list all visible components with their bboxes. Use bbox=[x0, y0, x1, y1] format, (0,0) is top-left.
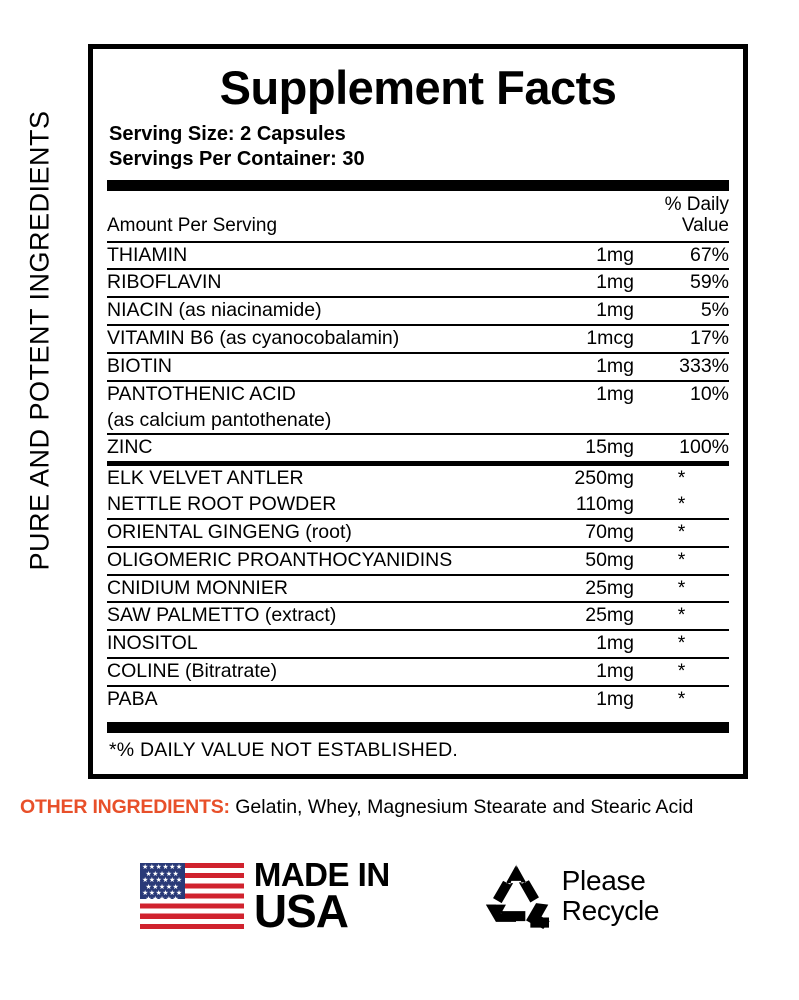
amount-per-serving-header: Amount Per Serving bbox=[107, 191, 504, 242]
table-row bbox=[107, 630, 729, 658]
usa-label: USA bbox=[253, 885, 348, 938]
nutrient-dv-empty bbox=[634, 408, 729, 435]
ingredient-name: CNIDIUM MONNIER bbox=[107, 575, 504, 603]
nutrient-dv: 5% bbox=[634, 297, 729, 325]
nutrient-dv: 67% bbox=[634, 242, 729, 270]
table-row bbox=[107, 602, 729, 630]
please-recycle-text bbox=[562, 866, 660, 926]
nutrient-name: THIAMIN bbox=[107, 242, 504, 270]
flag-stars: ★★★★★★ ★★★★★ ★★★★★★ ★★★★★ ★★★★★★ ★★★★★ bbox=[142, 864, 183, 904]
nutrient-dv: 100% bbox=[679, 436, 729, 459]
daily-value-header: % Daily Value bbox=[634, 191, 729, 242]
table-row bbox=[107, 686, 729, 713]
ingredient-amount: 1mg bbox=[596, 687, 634, 710]
side-vertical-text-label: PURE AND POTENT INGREDIENTS bbox=[24, 109, 55, 571]
ingredient-name: NETTLE ROOT POWDER bbox=[107, 492, 504, 519]
ingredient-dv: * bbox=[634, 658, 729, 686]
ingredient-amount: 110mg bbox=[504, 492, 634, 519]
nutrient-amount: 1mg bbox=[504, 297, 634, 325]
flag-canton bbox=[140, 863, 185, 904]
nutrient-amount-empty bbox=[504, 408, 634, 435]
table-row bbox=[107, 434, 729, 461]
ingredient-amount: 25mg bbox=[504, 602, 634, 630]
ingredient-amount: 50mg bbox=[504, 547, 634, 575]
supplement-facts-panel bbox=[88, 44, 748, 779]
table-row bbox=[107, 492, 729, 519]
table-row bbox=[107, 519, 729, 547]
nutrient-dv: 59% bbox=[634, 269, 729, 297]
table-row-continuation bbox=[107, 408, 729, 435]
other-ingredients-value: Gelatin, Whey, Magnesium Stearate and Stearic Acid bbox=[235, 796, 694, 818]
nutrient-amount: 1mg bbox=[504, 242, 634, 270]
ingredient-dv: * bbox=[634, 630, 729, 658]
nutrient-dv: 10% bbox=[689, 382, 729, 405]
table-row bbox=[107, 466, 729, 492]
ingredient-amount: 25mg bbox=[504, 575, 634, 603]
nutrient-amount: 15mg bbox=[585, 436, 634, 459]
ingredient-dv: * bbox=[634, 519, 729, 547]
facts-table bbox=[107, 191, 729, 461]
recycle-label: Recycle bbox=[561, 895, 660, 927]
ingredient-name: ORIENTAL GINGENG (root) bbox=[107, 519, 504, 547]
ingredient-name: PABA bbox=[107, 687, 158, 710]
table-row bbox=[107, 297, 729, 325]
please-label: Please bbox=[561, 865, 646, 897]
blend-table bbox=[107, 466, 729, 712]
made-in-usa-text bbox=[253, 856, 390, 938]
nutrient-amount: 1mg bbox=[596, 382, 634, 405]
table-row bbox=[107, 575, 729, 603]
facts-table-header-row bbox=[107, 191, 729, 242]
nutrient-name: BIOTIN bbox=[107, 353, 504, 381]
ingredient-name: COLINE (Bitratrate) bbox=[107, 658, 504, 686]
badges-row bbox=[0, 856, 799, 938]
other-ingredients bbox=[20, 796, 790, 819]
ingredient-dv: * bbox=[634, 492, 729, 519]
usa-flag-icon bbox=[140, 863, 244, 929]
side-vertical-text bbox=[0, 40, 80, 640]
table-row bbox=[107, 353, 729, 381]
ingredient-amount: 70mg bbox=[504, 519, 634, 547]
header-spacer bbox=[504, 191, 634, 242]
made-in-usa-badge bbox=[140, 856, 390, 938]
panel-title: Supplement Facts bbox=[219, 61, 617, 114]
divider-thick-bottom bbox=[107, 722, 729, 733]
nutrient-subname: (as calcium pantothenate) bbox=[107, 408, 504, 435]
ingredient-amount: 1mg bbox=[504, 630, 634, 658]
ingredient-dv: * bbox=[677, 687, 686, 710]
divider-thick-top bbox=[107, 180, 729, 191]
made-in-label: MADE IN bbox=[253, 856, 390, 893]
ingredient-dv: * bbox=[634, 575, 729, 603]
nutrient-name: NIACIN (as niacinamide) bbox=[107, 297, 504, 325]
servings-per-container: Servings Per Container: 30 bbox=[109, 147, 365, 170]
nutrient-dv: 333% bbox=[634, 353, 729, 381]
ingredient-name: INOSITOL bbox=[107, 630, 504, 658]
table-row bbox=[107, 325, 729, 353]
ingredient-amount: 1mg bbox=[504, 658, 634, 686]
nutrient-name: RIBOFLAVIN bbox=[107, 269, 504, 297]
ingredient-dv: * bbox=[634, 547, 729, 575]
ingredient-name: ELK VELVET ANTLER bbox=[107, 467, 304, 490]
serving-size: Serving Size: 2 Capsules bbox=[109, 123, 346, 146]
ingredient-name: OLIGOMERIC PROANTHOCYANIDINS bbox=[107, 547, 504, 575]
nutrient-amount: 1mg bbox=[504, 269, 634, 297]
ingredient-name: SAW PALMETTO (extract) bbox=[107, 602, 504, 630]
nutrient-amount: 1mg bbox=[504, 353, 634, 381]
ingredient-dv: * bbox=[634, 602, 729, 630]
table-row bbox=[107, 658, 729, 686]
table-row bbox=[107, 269, 729, 297]
nutrient-name: ZINC bbox=[107, 436, 153, 459]
nutrient-name: PANTOTHENIC ACID bbox=[107, 382, 296, 405]
ingredient-dv: * bbox=[677, 467, 686, 490]
ingredient-amount: 250mg bbox=[574, 467, 634, 490]
please-recycle-badge bbox=[480, 863, 660, 929]
table-row bbox=[107, 547, 729, 575]
other-ingredients-label: OTHER INGREDIENTS: bbox=[20, 796, 230, 818]
nutrient-name: VITAMIN B6 (as cyanocobalamin) bbox=[107, 325, 504, 353]
table-row bbox=[107, 381, 729, 408]
daily-value-footnote: *% DAILY VALUE NOT ESTABLISHED. bbox=[109, 738, 459, 761]
recycle-icon bbox=[480, 863, 552, 929]
nutrient-amount: 1mcg bbox=[504, 325, 634, 353]
nutrient-dv: 17% bbox=[634, 325, 729, 353]
table-row bbox=[107, 242, 729, 270]
